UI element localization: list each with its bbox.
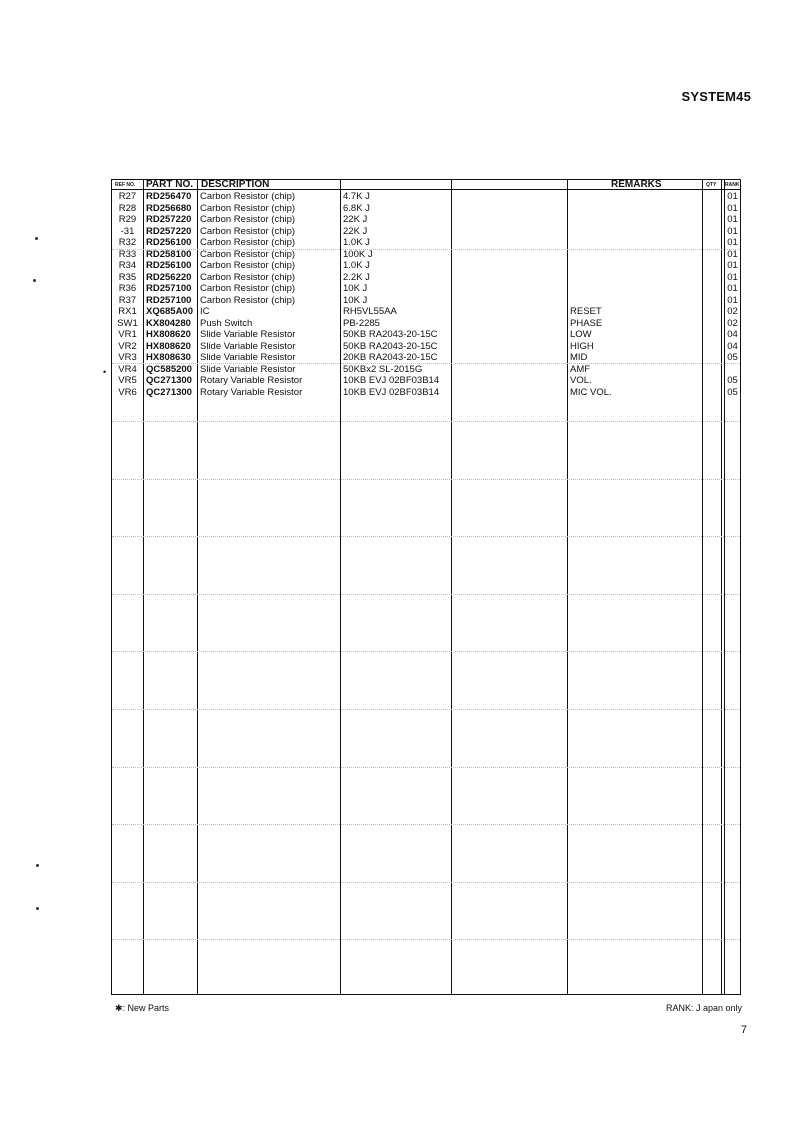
spec-cell: 50KB RA2043-20-15C <box>343 329 438 340</box>
table-row <box>112 260 740 272</box>
spec-cell: 10KB EVJ 02BF03B14 <box>343 386 440 398</box>
description-cell: Rotary Variable Resistor <box>200 386 303 398</box>
ref-no-cell: R32 <box>118 237 137 248</box>
part-no-cell: RD256220 <box>146 271 192 283</box>
scan-speck <box>36 864 39 867</box>
spec-cell: 10KB EVJ 02BF03B14 <box>343 375 440 386</box>
ref-no-cell: R35 <box>118 271 137 283</box>
row-rule <box>112 479 740 480</box>
spec-cell: 100K J <box>343 248 373 260</box>
rank-legend: RANK: J apan only <box>665 1003 742 1013</box>
table-row <box>112 237 740 249</box>
part-no-cell: HX808620 <box>146 340 191 352</box>
table-row <box>112 203 740 215</box>
rank-cell: 01 <box>727 191 738 202</box>
part-no-cell: RD256100 <box>146 237 192 248</box>
ref-no-cell: VR4 <box>118 363 137 375</box>
part-no-cell: RD256100 <box>146 260 192 271</box>
remarks-cell: MIC VOL. <box>570 386 612 398</box>
table-row <box>112 191 740 203</box>
description-cell: Rotary Variable Resistor <box>200 375 303 386</box>
remarks-cell: VOL. <box>570 375 592 386</box>
ref-no-cell: SW1 <box>117 317 138 329</box>
part-no-cell: QC585200 <box>146 363 192 375</box>
rank-cell: 05 <box>727 375 738 386</box>
ref-no-cell: -31 <box>120 225 135 237</box>
remarks-cell: HIGH <box>570 340 594 352</box>
rank-cell: 05 <box>727 386 738 398</box>
description-cell: Carbon Resistor (chip) <box>200 283 296 294</box>
description-cell: Carbon Resistor (chip) <box>200 191 296 202</box>
part-no-cell: XQ685A00 <box>146 306 194 317</box>
col-header-qty: QTY <box>706 182 717 188</box>
col-header-description: DESCRIPTION <box>201 179 270 190</box>
description-cell: Carbon Resistor (chip) <box>200 271 296 283</box>
table-row <box>112 318 740 330</box>
spec-cell: 2.2K J <box>343 271 370 283</box>
spec-cell: 20KB RA2043-20-15C <box>343 352 438 363</box>
part-no-cell: RD257100 <box>146 283 192 294</box>
description-cell: Carbon Resistor (chip) <box>200 248 296 260</box>
rank-cell: 04 <box>727 329 738 340</box>
ref-no-cell: VR1 <box>118 329 137 340</box>
page-title: SYSTEM45 <box>681 89 751 104</box>
rank-cell: 01 <box>727 225 738 237</box>
table-row <box>112 341 740 353</box>
description-cell: Carbon Resistor (chip) <box>200 225 296 237</box>
parts-table <box>111 179 741 995</box>
description-cell: Slide Variable Resistor <box>200 352 296 363</box>
rank-cell: 01 <box>727 294 738 306</box>
new-parts-legend: ✱: New Parts <box>115 1003 170 1013</box>
spec-cell: 6.8K J <box>343 202 370 214</box>
spec-cell: 10K J <box>343 294 368 306</box>
table-row <box>112 226 740 238</box>
ref-no-cell: RX1 <box>118 306 137 317</box>
description-cell: Carbon Resistor (chip) <box>200 294 296 306</box>
ref-no-cell: VR3 <box>118 352 137 363</box>
table-row <box>112 364 740 376</box>
rank-cell: 01 <box>727 260 738 271</box>
table-row <box>112 387 740 399</box>
col-header-rank: RANK <box>725 182 740 188</box>
scan-speck <box>36 907 39 910</box>
part-no-cell: RD258100 <box>146 248 192 260</box>
col-header-part-no: PART NO. <box>146 179 194 190</box>
spec-cell: 10K J <box>343 283 368 294</box>
rank-cell: 01 <box>727 214 738 225</box>
remarks-cell: RESET <box>570 306 602 317</box>
spec-cell: RH5VL55AA <box>343 306 397 317</box>
table-row <box>112 352 740 364</box>
part-no-cell: QC271300 <box>146 375 192 386</box>
table-row <box>112 306 740 318</box>
ref-no-cell: R37 <box>118 294 137 306</box>
ref-no-cell: R33 <box>118 248 137 260</box>
row-rule <box>112 536 740 537</box>
description-cell: Slide Variable Resistor <box>200 340 296 352</box>
row-rule <box>112 767 740 768</box>
rank-cell: 01 <box>727 248 738 260</box>
part-no-cell: HX808630 <box>146 352 191 363</box>
scan-speck <box>33 279 36 282</box>
new-part-marker: • <box>103 367 107 377</box>
spec-cell: 22K J <box>343 214 368 225</box>
table-row <box>112 295 740 307</box>
row-rule <box>112 824 740 825</box>
parts-table-body <box>112 191 740 398</box>
table-row <box>112 214 740 226</box>
table-row <box>112 375 740 387</box>
part-no-cell: RD257100 <box>146 294 192 306</box>
rank-cell: 01 <box>727 283 738 294</box>
rank-cell: 01 <box>727 271 738 283</box>
ref-no-cell: R36 <box>118 283 137 294</box>
part-no-cell: KX804280 <box>146 317 191 329</box>
remarks-cell: MID <box>570 352 588 363</box>
table-row <box>112 283 740 295</box>
table-row <box>112 249 740 261</box>
spec-cell: PB-2285 <box>343 317 380 329</box>
col-header-ref-no: REF NO. <box>115 182 136 188</box>
scan-speck <box>35 237 38 240</box>
page-number: 7 <box>740 1024 747 1036</box>
table-row <box>112 329 740 341</box>
rank-cell: 02 <box>727 306 738 317</box>
spec-cell: 4.7K J <box>343 191 370 202</box>
remarks-cell: AMF <box>570 363 591 375</box>
part-no-cell: HX808620 <box>146 329 191 340</box>
part-no-cell: QC271300 <box>146 386 192 398</box>
description-cell: Slide Variable Resistor <box>200 329 296 340</box>
ref-no-cell: VR5 <box>118 375 137 386</box>
spec-cell: 50KBx2 SL-2015G <box>343 363 423 375</box>
ref-no-cell: R29 <box>118 214 137 225</box>
table-row <box>112 272 740 284</box>
spec-cell: 50KB RA2043-20-15C <box>343 340 438 352</box>
rank-cell: 04 <box>727 340 738 352</box>
remarks-cell: LOW <box>570 329 592 340</box>
rank-cell: 05 <box>727 352 738 363</box>
rank-cell: 01 <box>727 202 738 214</box>
description-cell: Carbon Resistor (chip) <box>200 214 296 225</box>
row-rule <box>112 421 740 422</box>
ref-no-cell: VR2 <box>118 340 137 352</box>
part-no-cell: RD256470 <box>146 191 192 202</box>
rank-cell: 01 <box>727 237 738 248</box>
row-rule <box>112 939 740 940</box>
col-header-remarks: REMARKS <box>611 179 662 190</box>
description-cell: Carbon Resistor (chip) <box>200 237 296 248</box>
description-cell: Carbon Resistor (chip) <box>200 202 296 214</box>
row-rule <box>112 882 740 883</box>
description-cell: Carbon Resistor (chip) <box>200 260 296 271</box>
spec-cell: 22K J <box>343 225 368 237</box>
ref-no-cell: VR6 <box>118 386 137 398</box>
ref-no-cell: R34 <box>118 260 137 271</box>
description-cell: Push Switch <box>200 317 253 329</box>
rank-cell: 02 <box>727 317 738 329</box>
spec-cell: 1.0K J <box>343 237 370 248</box>
part-no-cell: RD257220 <box>146 214 192 225</box>
spec-cell: 1.0K J <box>343 260 370 271</box>
row-rule <box>112 594 740 595</box>
description-cell: Slide Variable Resistor <box>200 363 296 375</box>
row-rule <box>112 709 740 710</box>
part-no-cell: RD256680 <box>146 202 192 214</box>
ref-no-cell: R27 <box>118 191 137 202</box>
part-no-cell: RD257220 <box>146 225 192 237</box>
description-cell: IC <box>200 306 210 317</box>
ref-no-cell: R28 <box>118 202 137 214</box>
remarks-cell: PHASE <box>570 317 603 329</box>
row-rule <box>112 651 740 652</box>
